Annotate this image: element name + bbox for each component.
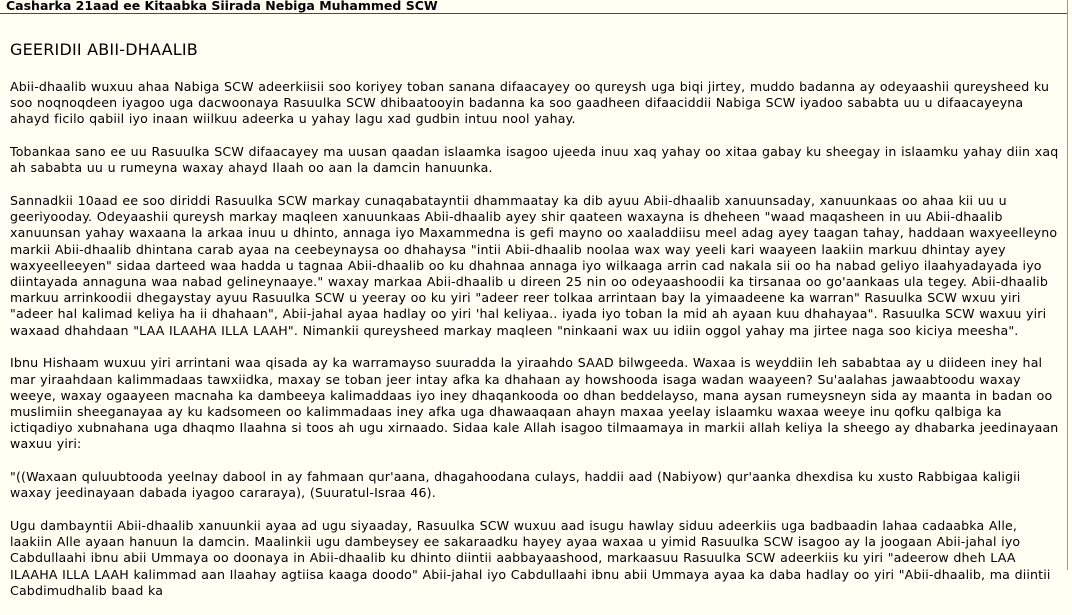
section-heading: GEERIDII ABII-DHAALIB <box>10 40 198 59</box>
paragraph-4: Ibnu Hishaam wuxuu yiri arrintani waa qisada ay ka warramayso suuradda la yiraahdo SAAD bilwgeeda. Waxaa is weyddiin leh sababtaa ay u diideen iney hal mar yiraahdaan kalimmadaas tawxiidka, maxay se toban jeer intay afka ka dhahaan ay howshooda isaga wadan waayeen? Su'aalahas jawaabtoodu waxay weeye, waxay ogaayeen macnaha ka dambeeya kalimaddaas iyo iney dhaqankooda oo dhan beddelayso, mana aysan rumeysneyn sida ay maanta in badan oo muslimiin sheeganayaa ay ku kadsomeen oo kalimmadaas iney afka uga dhawaaqaan ahayn maxaa yeelay islaamku waxaa weeye inu qofku qalbiga ka ictiqadiyo xubnahana uga dhaqmo Ilaahna si toos ah ugu xirnaado. Sidaa kale Allah isagoo tilmaamaya in markii allah keliya la sheego ay dhabarka jeedinayaan waxuu yiri: <box>10 355 1059 452</box>
header-divider <box>0 13 1067 14</box>
article-body <box>10 79 1060 615</box>
paragraph-3: Sannadkii 10aad ee soo diriddi Rasuulka SCW markay cunaqabatayntii dhammaatay ka dib ayuu Abii-dhaalib xanuunsaday, xanuunkaas oo ahaa kii uu u geeriyooday. Odeyaashii qureysh markay maqleen xanuunkaas Abii-dhaalib ayey shir qaateen waxayna is dheheen "waad maqasheen in uu Abii-dhaalib xanuunsan yahay waxaana la arkaa inuu u dhinto, annaga iyo Maxammedna is gefi mayno oo xaaladdiisu meel adag ayey taagan tahay, haddaan waxyeelleyno markii Abii-dhaalib dhintana carab ayaa na ceebeynaysa oo dhahaysa "intii Abii-dhaalib noolaa wax way yeeli kari waayeen laakiin markuu dhintay ayey waxyeelleeyen" sidaa darteed waa hadda u tagnaa Abii-dhaalib oo ku dhahnaa annaga iyo wilkaaga arrin cad nakala sii oo ha nabad geliyo ilaahyadayada iyo diintayada annaguna waa nabad gelineynaaye." waxay markaa Abii-dhaalib u direen 25 nin oo odeyaashoodii ka tirsanaa oo go'aankaas ula tegey. Abii-dhaalib markuu arrinkoodii dhegaystay ayuu Rasuulka SCW u yeeray oo ku yiri "adeer reer tolkaa arrintaan bay la yimaadeene ka warran" Rasuulka SCW wxuu yiri "adeer hal kalimad keliya ha ii dhahaan", Abii-jahal ayaa hadlay oo yiri 'hal keliyaa.. iyada iyo toban la mid ah ayaan kuu dhahayaa". Rasuulka SCW waxuu yiri waxaad dhahdaan "LAA ILAAHA ILLA LAAH". Nimankii qureysheed markay maqleen "ninkaani wax uu idiin oggol yahay ma jirtee naga soo kiciya meesha". <box>10 193 1058 338</box>
paragraph-6: Ugu dambayntii Abii-dhaalib xanuunkii ayaa ad ugu siyaaday, Rasuulka SCW wuxuu aad isugu hawlay siduu adeerkiis uga badbaadin lahaa cadaabka Alle, laakiin Alle ayaan hanuun la damcin. Maalinkii ugu dambeysey ee sakaraadku hayey ayaa waxaa u yimid Rasuulka SCW isagoo ay la joogaan Abii-jahal iyo Cabdullaahi ibnu abii Ummaya oo doonaya in Abii-dhaalib ku dhinto diintii aabbayaashood, markaasuu Rasuulka SCW adeerkiis ku yiri "adeerow dheh LAA ILAAHA ILLA LAAH kalimmad aan Ilaahay agtiisa kaaga doodo" Abii-jahal iyo Cabdullaahi ibnu abii Ummaya ayaa ka daba hadlay oo yiri "Abii-dhaalib, ma diintii Cabdimudhalib baad ka <box>10 517 1051 598</box>
quran-quote: "((Waxaan quluubtooda yeelnay dabool in ay fahmaan qur'aana, dhagahoodana culays, haddii aad (Nabiyow) qur'aanka dhexdisa ku xusto Rabbigaa kaligii waxay jeedinayaan dabada iyagoo cararaya), (Suuratul-Israa 46). <box>10 469 1021 501</box>
paragraph-1: Abii-dhaalib wuxuu ahaa Nabiga SCW adeerkiisii soo koriyey toban sanana difaacayey oo qureysh uga biqi jirtey, muddo badanna ay odeyaashii qureysheed ku soo noqnoqdeen iyagoo uga dacwoonaya Rasuulka SCW dhibaatooyin badanna ka soo gaadheen difaaciddii Nabiga SCW iyadoo sababta uu u difaacayeyna ahayd ficilo qabiil iyo inaan wiilkuu adeerka u yahay lagu xad gudbin intuu nool yahay. <box>10 79 1050 127</box>
paragraph-2: Tobankaa sano ee uu Rasuulka SCW difaacayey ma uusan qaadan islaamka isagoo ujeeda inuu xaq yahay oo xitaa gabay ku sheegay in islaamku yahay diin xaq ah sababta uu u rumeyna waxay ahayd Ilaah oo aan la damcin hanuunka. <box>10 144 1059 176</box>
page-header-title: Casharka 21aad ee Kitaabka Siirada Nebiga Muhammed SCW <box>6 0 438 13</box>
